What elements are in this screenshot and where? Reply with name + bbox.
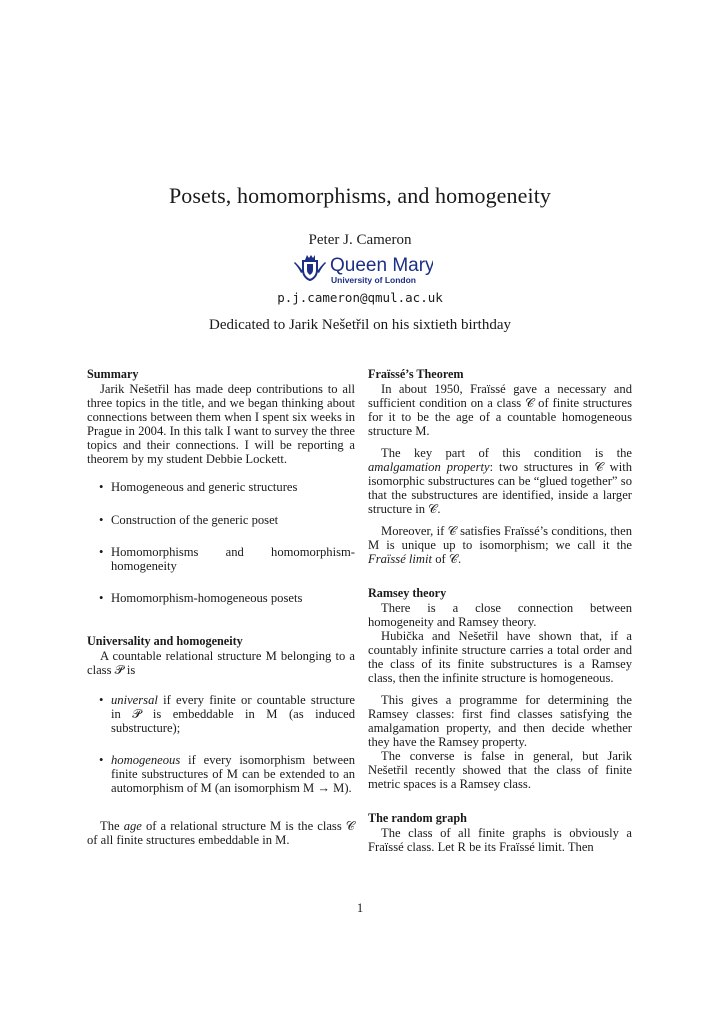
queen-mary-logo bbox=[293, 252, 433, 288]
age-paragraph bbox=[87, 819, 355, 847]
topic-list bbox=[87, 480, 355, 605]
author-email: p.j.cameron@qmul.ac.uk bbox=[277, 290, 443, 305]
universality-intro: A countable relational structure M belonging to a class 𝒫 is bbox=[87, 649, 355, 677]
ramsey-heading: Ramsey theory bbox=[368, 586, 447, 600]
homogeneous-definition: if every isomorphism between finite substructures of M can be extended to an automorphism of M (an isomorphism M → M). bbox=[111, 753, 355, 795]
paper-title: Posets, homomorphisms, and homogeneity bbox=[168, 183, 552, 208]
age-definition: of a relational structure M is the class 𝒞 of all finite structures embeddable in M. bbox=[87, 819, 355, 847]
universality-heading: Universality and homogeneity bbox=[87, 634, 243, 648]
list-item: • Homomorphisms and homomorphism-homogeneity bbox=[87, 545, 355, 573]
definition-list bbox=[87, 693, 355, 795]
list-item bbox=[87, 753, 355, 795]
age-lead: The bbox=[100, 819, 120, 833]
ramsey-paragraph-2: Hubička and Nešetřil have shown that, if a countably infinite structure carries a total order and the class of its finite substructures is a Ramsey class, then the infinite structure is homogeneous. bbox=[368, 629, 632, 685]
fraisse-paragraph-1: In about 1950, Fraïssé gave a necessary and sufficient condition on a class 𝒞 of finite structures for it to be the age of a countable homogeneous structure M. bbox=[368, 382, 632, 438]
fraisse-p3-lead: Moreover, if 𝒞 satisfies Fraïssé’s conditions, then M is unique up to isomorphism; we call it the bbox=[368, 524, 632, 552]
fraisse-paragraph-2 bbox=[368, 446, 632, 516]
list-item: • Construction of the generic poset bbox=[87, 513, 355, 527]
right-column bbox=[368, 367, 632, 854]
universal-definition: if every finite or countable structure in 𝒫 is embeddable in M (as induced substructure); bbox=[111, 693, 355, 735]
random-graph-heading: The random graph bbox=[368, 811, 467, 825]
logo-name: Queen Mary bbox=[330, 255, 433, 276]
random-graph-paragraph: The class of all finite graphs is obviously a Fraïssé class. Let R be its Fraïssé limit. Then bbox=[368, 826, 632, 854]
ramsey-paragraph-3: This gives a programme for determining the Ramsey classes: first find classes satisfying the amalgamation property, and then decide whether they have the Ramsey property. bbox=[368, 693, 632, 749]
list-item: • Homogeneous and generic structures bbox=[87, 480, 355, 494]
fraisse-p2-text: : two structures in 𝒞 with isomorphic substructures can be “glued together” so that the substructures are identified, inside a larger structure in 𝒞. bbox=[368, 460, 632, 516]
term-age: age bbox=[123, 819, 142, 833]
list-item bbox=[87, 693, 355, 735]
term-universal: universal bbox=[111, 693, 158, 707]
ramsey-paragraph-1: There is a close connection between homogeneity and Ramsey theory. bbox=[368, 601, 632, 629]
left-column bbox=[87, 367, 355, 847]
logo-subtitle: University of London bbox=[331, 275, 416, 285]
term-homogeneous: homogeneous bbox=[111, 753, 181, 767]
fraisse-paragraph-3 bbox=[368, 524, 632, 566]
summary-paragraph: Jarik Nešetřil has made deep contributions to all three topics in the title, and we began thinking about connections between them when I spent six weeks in Prague in 2004. In this talk I want to survey the three topics and their connections. I will be reporting a theorem by my student Debbie Lockett. bbox=[87, 382, 355, 466]
list-item: • Homomorphism-homogeneous posets bbox=[87, 591, 355, 605]
dedication: Dedicated to Jarik Nešetřil on his sixtieth birthday bbox=[208, 317, 511, 333]
summary-heading: Summary bbox=[87, 367, 139, 381]
fraisse-p3-text: of 𝒞. bbox=[435, 552, 462, 566]
ramsey-paragraph-4: The converse is false in general, but Jarik Nešetřil recently showed that the class of finite metric spaces is a Ramsey class. bbox=[368, 749, 632, 791]
page-number: 1 bbox=[356, 901, 364, 915]
term-amalgamation: amalgamation property bbox=[368, 460, 490, 474]
fraisse-p2-lead: The key part of this condition is the bbox=[381, 446, 632, 460]
fraisse-heading: Fraïssé’s Theorem bbox=[368, 367, 464, 381]
term-fraisse-limit: Fraïssé limit bbox=[368, 552, 433, 566]
author-name: Peter J. Cameron bbox=[308, 232, 412, 248]
